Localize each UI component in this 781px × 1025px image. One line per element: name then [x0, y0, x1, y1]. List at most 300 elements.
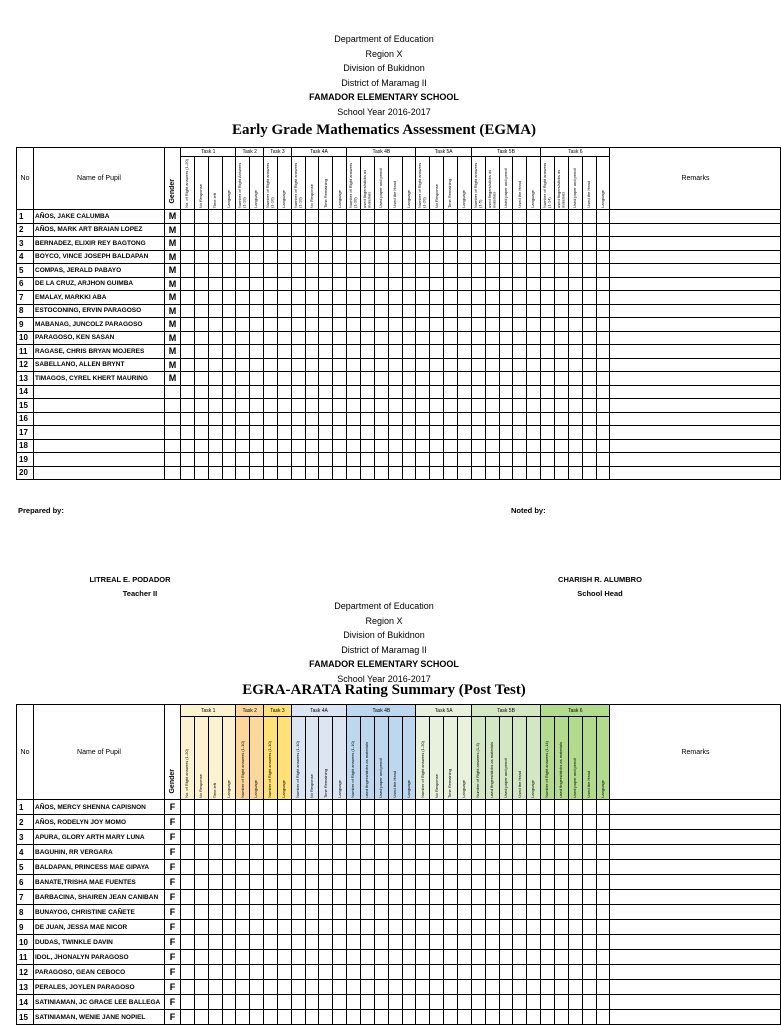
score-cell[interactable]: [568, 358, 582, 372]
score-cell[interactable]: [319, 237, 333, 251]
score-cell[interactable]: [430, 950, 444, 965]
score-cell[interactable]: [361, 965, 375, 980]
score-cell[interactable]: [250, 800, 264, 815]
score-cell[interactable]: [374, 412, 388, 426]
remarks-cell[interactable]: [610, 264, 781, 278]
score-cell[interactable]: [250, 860, 264, 875]
score-cell[interactable]: [402, 453, 416, 467]
score-cell[interactable]: [291, 331, 305, 345]
score-cell[interactable]: [568, 250, 582, 264]
remarks-cell[interactable]: [610, 890, 781, 905]
score-cell[interactable]: [319, 815, 333, 830]
score-cell[interactable]: [541, 304, 555, 318]
score-cell[interactable]: [471, 264, 485, 278]
score-cell[interactable]: [277, 1010, 291, 1025]
remarks-cell[interactable]: [610, 318, 781, 332]
score-cell[interactable]: [416, 1010, 430, 1025]
score-cell[interactable]: [236, 466, 250, 480]
score-cell[interactable]: [596, 345, 610, 359]
score-cell[interactable]: [527, 372, 541, 386]
score-cell[interactable]: [458, 980, 472, 995]
score-cell[interactable]: [291, 426, 305, 440]
score-cell[interactable]: [319, 264, 333, 278]
score-cell[interactable]: [430, 995, 444, 1010]
score-cell[interactable]: [347, 345, 361, 359]
score-cell[interactable]: [471, 223, 485, 237]
score-cell[interactable]: [222, 385, 236, 399]
score-cell[interactable]: [541, 1010, 555, 1025]
score-cell[interactable]: [513, 412, 527, 426]
score-cell[interactable]: [471, 920, 485, 935]
score-cell[interactable]: [347, 372, 361, 386]
score-cell[interactable]: [333, 426, 347, 440]
score-cell[interactable]: [277, 291, 291, 305]
score-cell[interactable]: [471, 860, 485, 875]
score-cell[interactable]: [499, 210, 513, 224]
score-cell[interactable]: [194, 920, 208, 935]
score-cell[interactable]: [236, 426, 250, 440]
score-cell[interactable]: [236, 385, 250, 399]
score-cell[interactable]: [264, 304, 278, 318]
score-cell[interactable]: [388, 875, 402, 890]
score-cell[interactable]: [361, 264, 375, 278]
score-cell[interactable]: [568, 935, 582, 950]
score-cell[interactable]: [347, 815, 361, 830]
score-cell[interactable]: [430, 210, 444, 224]
score-cell[interactable]: [444, 935, 458, 950]
score-cell[interactable]: [236, 372, 250, 386]
score-cell[interactable]: [250, 875, 264, 890]
score-cell[interactable]: [181, 264, 195, 278]
score-cell[interactable]: [264, 331, 278, 345]
score-cell[interactable]: [555, 935, 569, 950]
score-cell[interactable]: [291, 210, 305, 224]
score-cell[interactable]: [430, 331, 444, 345]
score-cell[interactable]: [485, 905, 499, 920]
score-cell[interactable]: [388, 815, 402, 830]
score-cell[interactable]: [416, 291, 430, 305]
score-cell[interactable]: [374, 935, 388, 950]
score-cell[interactable]: [236, 950, 250, 965]
score-cell[interactable]: [458, 223, 472, 237]
score-cell[interactable]: [319, 453, 333, 467]
score-cell[interactable]: [388, 860, 402, 875]
score-cell[interactable]: [458, 800, 472, 815]
score-cell[interactable]: [291, 845, 305, 860]
score-cell[interactable]: [458, 304, 472, 318]
score-cell[interactable]: [416, 815, 430, 830]
score-cell[interactable]: [333, 250, 347, 264]
score-cell[interactable]: [277, 980, 291, 995]
score-cell[interactable]: [277, 250, 291, 264]
score-cell[interactable]: [402, 830, 416, 845]
score-cell[interactable]: [333, 860, 347, 875]
score-cell[interactable]: [374, 905, 388, 920]
score-cell[interactable]: [458, 935, 472, 950]
score-cell[interactable]: [444, 890, 458, 905]
score-cell[interactable]: [596, 920, 610, 935]
score-cell[interactable]: [499, 950, 513, 965]
score-cell[interactable]: [568, 950, 582, 965]
score-cell[interactable]: [208, 875, 222, 890]
score-cell[interactable]: [388, 890, 402, 905]
score-cell[interactable]: [250, 304, 264, 318]
score-cell[interactable]: [513, 815, 527, 830]
score-cell[interactable]: [485, 210, 499, 224]
score-cell[interactable]: [194, 277, 208, 291]
score-cell[interactable]: [582, 250, 596, 264]
score-cell[interactable]: [485, 995, 499, 1010]
score-cell[interactable]: [582, 860, 596, 875]
score-cell[interactable]: [361, 304, 375, 318]
score-cell[interactable]: [347, 905, 361, 920]
score-cell[interactable]: [291, 399, 305, 413]
score-cell[interactable]: [513, 950, 527, 965]
score-cell[interactable]: [291, 345, 305, 359]
score-cell[interactable]: [305, 277, 319, 291]
score-cell[interactable]: [541, 399, 555, 413]
score-cell[interactable]: [291, 318, 305, 332]
score-cell[interactable]: [541, 830, 555, 845]
score-cell[interactable]: [361, 358, 375, 372]
score-cell[interactable]: [333, 845, 347, 860]
score-cell[interactable]: [250, 453, 264, 467]
score-cell[interactable]: [527, 1010, 541, 1025]
score-cell[interactable]: [194, 905, 208, 920]
score-cell[interactable]: [236, 318, 250, 332]
score-cell[interactable]: [388, 304, 402, 318]
score-cell[interactable]: [582, 875, 596, 890]
score-cell[interactable]: [471, 412, 485, 426]
score-cell[interactable]: [582, 439, 596, 453]
score-cell[interactable]: [568, 439, 582, 453]
score-cell[interactable]: [250, 250, 264, 264]
score-cell[interactable]: [347, 439, 361, 453]
score-cell[interactable]: [374, 890, 388, 905]
score-cell[interactable]: [236, 965, 250, 980]
score-cell[interactable]: [582, 277, 596, 291]
score-cell[interactable]: [430, 426, 444, 440]
score-cell[interactable]: [527, 890, 541, 905]
score-cell[interactable]: [361, 385, 375, 399]
score-cell[interactable]: [416, 304, 430, 318]
score-cell[interactable]: [596, 372, 610, 386]
score-cell[interactable]: [194, 331, 208, 345]
score-cell[interactable]: [222, 905, 236, 920]
remarks-cell[interactable]: [610, 345, 781, 359]
score-cell[interactable]: [264, 277, 278, 291]
score-cell[interactable]: [333, 466, 347, 480]
score-cell[interactable]: [596, 815, 610, 830]
score-cell[interactable]: [374, 223, 388, 237]
score-cell[interactable]: [499, 860, 513, 875]
score-cell[interactable]: [458, 950, 472, 965]
score-cell[interactable]: [374, 426, 388, 440]
score-cell[interactable]: [596, 980, 610, 995]
score-cell[interactable]: [485, 277, 499, 291]
score-cell[interactable]: [485, 426, 499, 440]
score-cell[interactable]: [222, 1010, 236, 1025]
score-cell[interactable]: [264, 264, 278, 278]
score-cell[interactable]: [388, 830, 402, 845]
score-cell[interactable]: [471, 345, 485, 359]
score-cell[interactable]: [582, 385, 596, 399]
score-cell[interactable]: [485, 439, 499, 453]
score-cell[interactable]: [208, 453, 222, 467]
score-cell[interactable]: [347, 385, 361, 399]
score-cell[interactable]: [541, 412, 555, 426]
score-cell[interactable]: [568, 385, 582, 399]
remarks-cell[interactable]: [610, 845, 781, 860]
score-cell[interactable]: [458, 358, 472, 372]
score-cell[interactable]: [568, 905, 582, 920]
score-cell[interactable]: [291, 815, 305, 830]
score-cell[interactable]: [485, 372, 499, 386]
score-cell[interactable]: [181, 304, 195, 318]
remarks-cell[interactable]: [610, 980, 781, 995]
score-cell[interactable]: [430, 345, 444, 359]
score-cell[interactable]: [416, 860, 430, 875]
score-cell[interactable]: [250, 277, 264, 291]
score-cell[interactable]: [416, 399, 430, 413]
score-cell[interactable]: [458, 385, 472, 399]
score-cell[interactable]: [513, 830, 527, 845]
remarks-cell[interactable]: [610, 372, 781, 386]
score-cell[interactable]: [250, 358, 264, 372]
score-cell[interactable]: [485, 845, 499, 860]
score-cell[interactable]: [499, 223, 513, 237]
score-cell[interactable]: [291, 950, 305, 965]
score-cell[interactable]: [582, 237, 596, 251]
score-cell[interactable]: [402, 358, 416, 372]
score-cell[interactable]: [264, 385, 278, 399]
score-cell[interactable]: [277, 412, 291, 426]
score-cell[interactable]: [471, 466, 485, 480]
score-cell[interactable]: [374, 466, 388, 480]
score-cell[interactable]: [596, 875, 610, 890]
score-cell[interactable]: [582, 980, 596, 995]
remarks-cell[interactable]: [610, 1010, 781, 1025]
score-cell[interactable]: [194, 860, 208, 875]
score-cell[interactable]: [208, 439, 222, 453]
score-cell[interactable]: [194, 264, 208, 278]
score-cell[interactable]: [416, 426, 430, 440]
score-cell[interactable]: [181, 890, 195, 905]
score-cell[interactable]: [277, 995, 291, 1010]
score-cell[interactable]: [319, 905, 333, 920]
score-cell[interactable]: [458, 890, 472, 905]
score-cell[interactable]: [541, 345, 555, 359]
score-cell[interactable]: [568, 426, 582, 440]
score-cell[interactable]: [596, 318, 610, 332]
score-cell[interactable]: [361, 830, 375, 845]
score-cell[interactable]: [291, 291, 305, 305]
score-cell[interactable]: [181, 439, 195, 453]
score-cell[interactable]: [347, 291, 361, 305]
score-cell[interactable]: [444, 980, 458, 995]
score-cell[interactable]: [333, 277, 347, 291]
score-cell[interactable]: [555, 264, 569, 278]
score-cell[interactable]: [277, 800, 291, 815]
score-cell[interactable]: [333, 935, 347, 950]
score-cell[interactable]: [374, 815, 388, 830]
score-cell[interactable]: [305, 830, 319, 845]
score-cell[interactable]: [291, 995, 305, 1010]
score-cell[interactable]: [513, 291, 527, 305]
score-cell[interactable]: [319, 890, 333, 905]
score-cell[interactable]: [250, 935, 264, 950]
score-cell[interactable]: [499, 358, 513, 372]
score-cell[interactable]: [541, 223, 555, 237]
score-cell[interactable]: [181, 935, 195, 950]
score-cell[interactable]: [194, 210, 208, 224]
score-cell[interactable]: [236, 453, 250, 467]
score-cell[interactable]: [250, 995, 264, 1010]
score-cell[interactable]: [471, 237, 485, 251]
score-cell[interactable]: [319, 277, 333, 291]
score-cell[interactable]: [222, 935, 236, 950]
score-cell[interactable]: [388, 358, 402, 372]
score-cell[interactable]: [236, 291, 250, 305]
score-cell[interactable]: [471, 331, 485, 345]
score-cell[interactable]: [347, 935, 361, 950]
score-cell[interactable]: [582, 815, 596, 830]
score-cell[interactable]: [194, 935, 208, 950]
score-cell[interactable]: [527, 453, 541, 467]
score-cell[interactable]: [444, 875, 458, 890]
score-cell[interactable]: [458, 995, 472, 1010]
score-cell[interactable]: [555, 830, 569, 845]
score-cell[interactable]: [582, 426, 596, 440]
score-cell[interactable]: [222, 845, 236, 860]
score-cell[interactable]: [264, 845, 278, 860]
score-cell[interactable]: [430, 399, 444, 413]
score-cell[interactable]: [444, 277, 458, 291]
remarks-cell[interactable]: [610, 399, 781, 413]
score-cell[interactable]: [555, 237, 569, 251]
score-cell[interactable]: [458, 277, 472, 291]
score-cell[interactable]: [499, 466, 513, 480]
score-cell[interactable]: [333, 1010, 347, 1025]
score-cell[interactable]: [208, 920, 222, 935]
score-cell[interactable]: [305, 304, 319, 318]
score-cell[interactable]: [388, 845, 402, 860]
score-cell[interactable]: [305, 426, 319, 440]
score-cell[interactable]: [264, 439, 278, 453]
score-cell[interactable]: [222, 331, 236, 345]
score-cell[interactable]: [596, 965, 610, 980]
score-cell[interactable]: [250, 318, 264, 332]
score-cell[interactable]: [596, 890, 610, 905]
score-cell[interactable]: [181, 358, 195, 372]
score-cell[interactable]: [499, 920, 513, 935]
score-cell[interactable]: [471, 935, 485, 950]
score-cell[interactable]: [555, 372, 569, 386]
score-cell[interactable]: [277, 815, 291, 830]
score-cell[interactable]: [485, 980, 499, 995]
score-cell[interactable]: [194, 980, 208, 995]
score-cell[interactable]: [305, 466, 319, 480]
score-cell[interactable]: [499, 995, 513, 1010]
score-cell[interactable]: [388, 331, 402, 345]
score-cell[interactable]: [458, 920, 472, 935]
score-cell[interactable]: [222, 965, 236, 980]
score-cell[interactable]: [236, 412, 250, 426]
score-cell[interactable]: [361, 950, 375, 965]
score-cell[interactable]: [444, 950, 458, 965]
score-cell[interactable]: [458, 291, 472, 305]
score-cell[interactable]: [582, 845, 596, 860]
score-cell[interactable]: [277, 950, 291, 965]
score-cell[interactable]: [194, 399, 208, 413]
score-cell[interactable]: [319, 875, 333, 890]
score-cell[interactable]: [444, 815, 458, 830]
remarks-cell[interactable]: [610, 277, 781, 291]
score-cell[interactable]: [402, 800, 416, 815]
score-cell[interactable]: [264, 223, 278, 237]
score-cell[interactable]: [291, 250, 305, 264]
score-cell[interactable]: [430, 830, 444, 845]
score-cell[interactable]: [596, 905, 610, 920]
score-cell[interactable]: [527, 318, 541, 332]
score-cell[interactable]: [513, 800, 527, 815]
score-cell[interactable]: [222, 250, 236, 264]
score-cell[interactable]: [333, 905, 347, 920]
score-cell[interactable]: [541, 815, 555, 830]
score-cell[interactable]: [430, 318, 444, 332]
score-cell[interactable]: [458, 815, 472, 830]
score-cell[interactable]: [208, 905, 222, 920]
score-cell[interactable]: [374, 1010, 388, 1025]
score-cell[interactable]: [361, 920, 375, 935]
score-cell[interactable]: [236, 980, 250, 995]
score-cell[interactable]: [277, 304, 291, 318]
score-cell[interactable]: [471, 304, 485, 318]
score-cell[interactable]: [568, 223, 582, 237]
score-cell[interactable]: [347, 399, 361, 413]
score-cell[interactable]: [527, 291, 541, 305]
score-cell[interactable]: [416, 965, 430, 980]
score-cell[interactable]: [513, 250, 527, 264]
score-cell[interactable]: [333, 890, 347, 905]
score-cell[interactable]: [485, 920, 499, 935]
score-cell[interactable]: [361, 466, 375, 480]
score-cell[interactable]: [347, 950, 361, 965]
score-cell[interactable]: [347, 331, 361, 345]
score-cell[interactable]: [471, 210, 485, 224]
score-cell[interactable]: [541, 845, 555, 860]
score-cell[interactable]: [582, 210, 596, 224]
score-cell[interactable]: [458, 453, 472, 467]
score-cell[interactable]: [527, 331, 541, 345]
score-cell[interactable]: [555, 331, 569, 345]
score-cell[interactable]: [236, 935, 250, 950]
score-cell[interactable]: [264, 466, 278, 480]
score-cell[interactable]: [402, 210, 416, 224]
score-cell[interactable]: [416, 905, 430, 920]
score-cell[interactable]: [541, 358, 555, 372]
score-cell[interactable]: [181, 277, 195, 291]
score-cell[interactable]: [402, 950, 416, 965]
score-cell[interactable]: [291, 965, 305, 980]
remarks-cell[interactable]: [610, 412, 781, 426]
score-cell[interactable]: [264, 318, 278, 332]
score-cell[interactable]: [250, 399, 264, 413]
score-cell[interactable]: [444, 965, 458, 980]
score-cell[interactable]: [194, 250, 208, 264]
score-cell[interactable]: [416, 345, 430, 359]
score-cell[interactable]: [555, 385, 569, 399]
